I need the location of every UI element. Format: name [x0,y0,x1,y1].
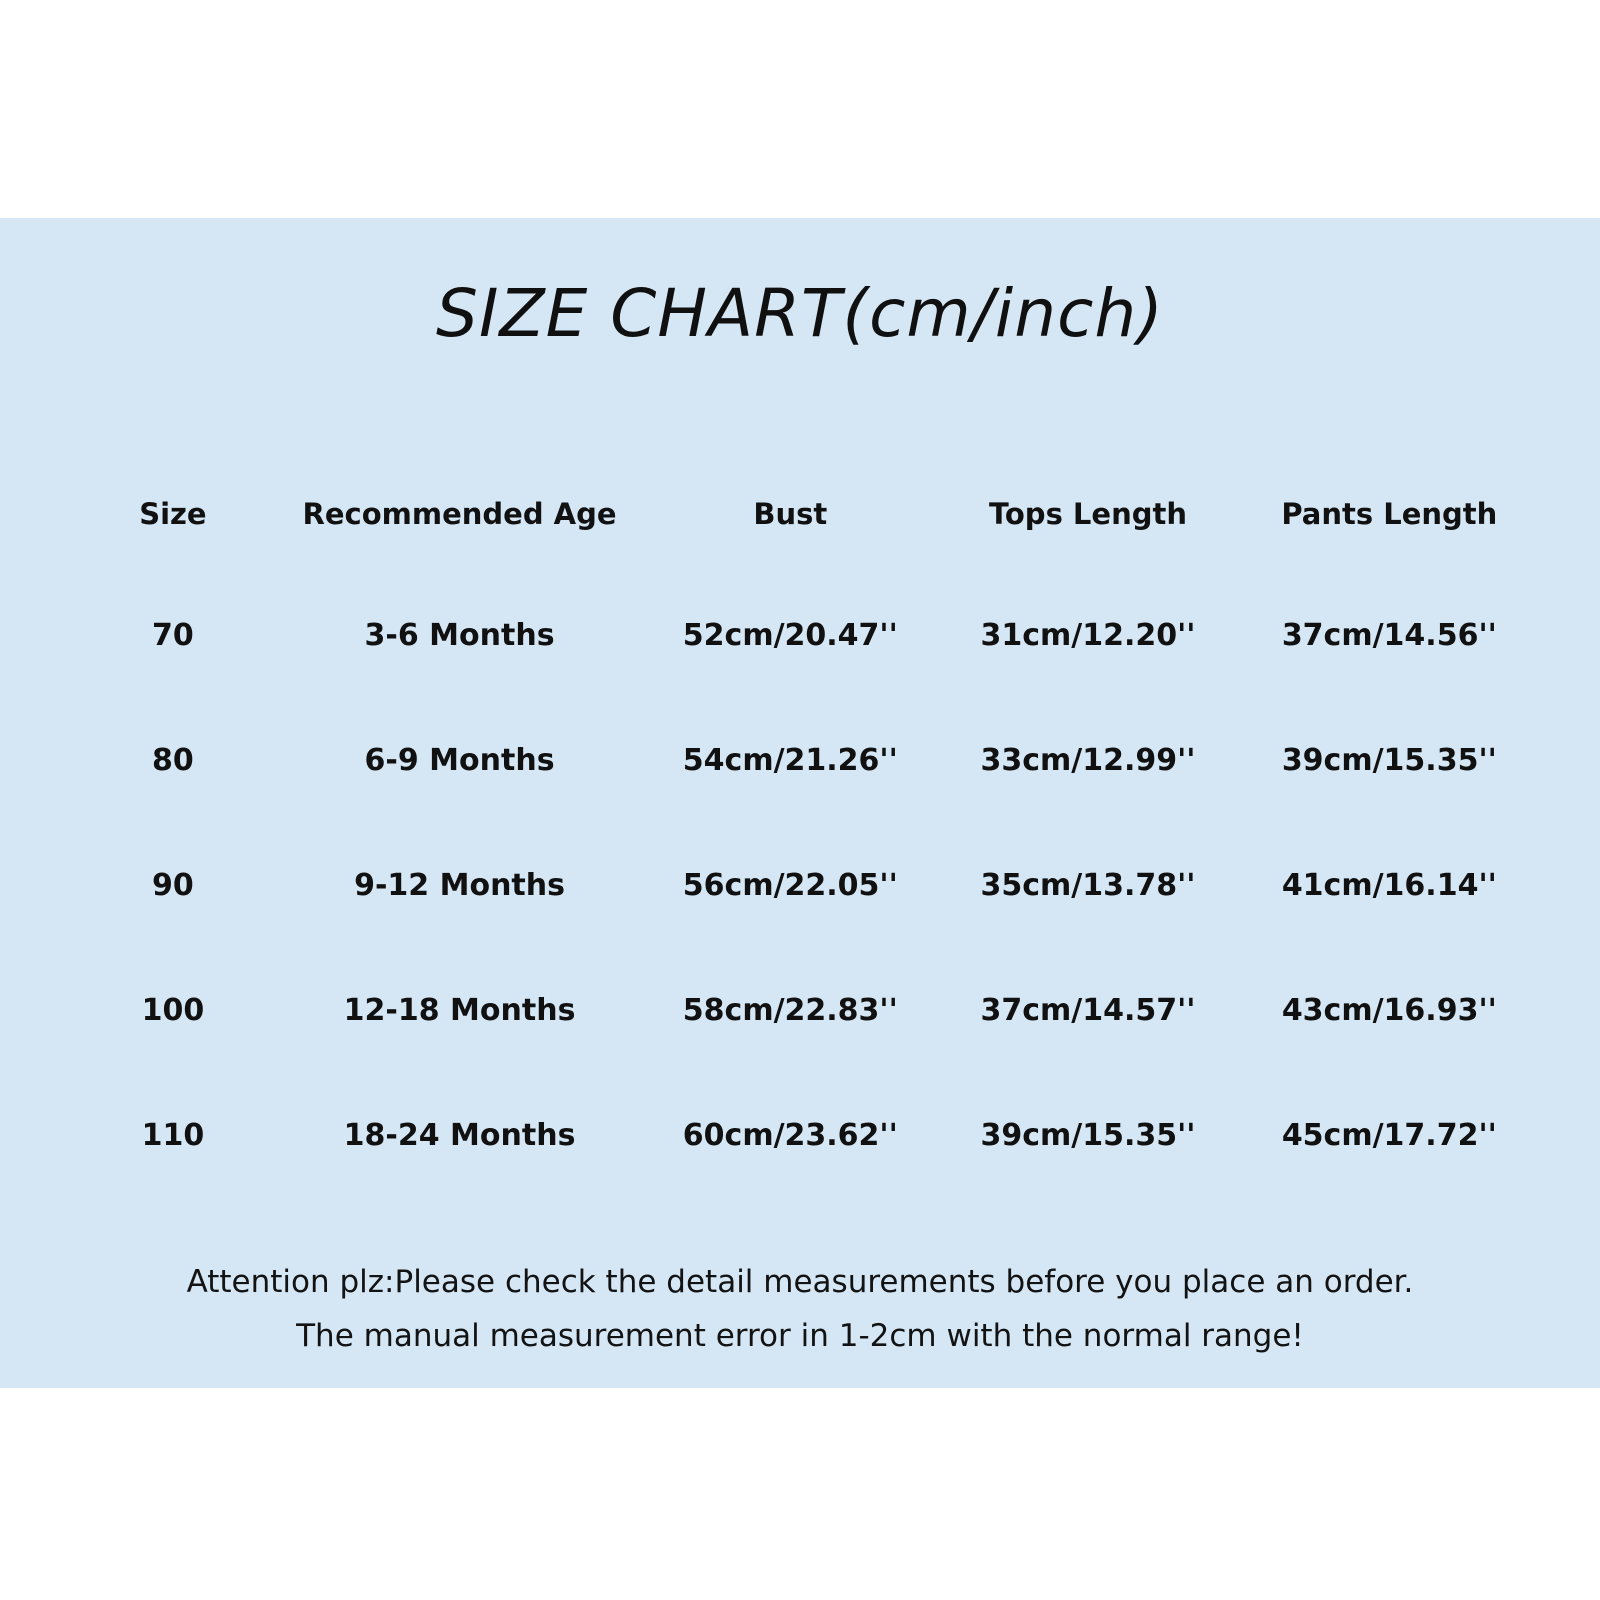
cell-tops-length: 39cm/15.35'' [980,1118,1196,1153]
cell-age: 12-18 Months [343,993,576,1028]
column-header-pants-length: Pants Length [1281,497,1498,531]
table-body [70,573,1540,1198]
cell-size: 100 [141,993,205,1028]
attention-note-line-1: Attention plz:Please check the detail measurements before you place an order. [186,1264,1414,1300]
cell-size: 80 [152,743,194,778]
cell-pants-length: 43cm/16.93'' [1281,993,1497,1028]
cell-tops-length: 33cm/12.99'' [980,743,1196,778]
column-header-tops-length: Tops Length [988,497,1187,531]
column-header-bust: Bust [753,497,828,531]
column-header-recommended-age: Recommended Age [302,497,617,531]
table-row [70,573,1540,698]
table-header [70,455,1540,573]
attention-note-line-2: The manual measurement error in 1-2cm with the normal range! [296,1318,1304,1354]
chart-title: SIZE CHART(cm/inch) [436,275,1164,352]
cell-size: 110 [141,1118,205,1153]
table-row [70,1073,1540,1198]
cell-age: 9-12 Months [354,868,565,903]
table-header-row [70,455,1540,573]
table-row [70,698,1540,823]
table-row [70,823,1540,948]
cell-bust: 58cm/22.83'' [682,993,898,1028]
attention-note [0,1255,1600,1363]
cell-size: 90 [152,868,194,903]
cell-pants-length: 45cm/17.72'' [1281,1118,1497,1153]
cell-age: 3-6 Months [364,618,555,653]
cell-bust: 52cm/20.47'' [682,618,898,653]
cell-bust: 60cm/23.62'' [682,1118,898,1153]
cell-age: 6-9 Months [364,743,555,778]
cell-pants-length: 37cm/14.56'' [1281,618,1497,653]
cell-tops-length: 31cm/12.20'' [980,618,1196,653]
cell-bust: 54cm/21.26'' [682,743,898,778]
cell-pants-length: 39cm/15.35'' [1281,743,1497,778]
table-row [70,948,1540,1073]
cell-size: 70 [152,618,194,653]
cell-tops-length: 35cm/13.78'' [980,868,1196,903]
column-header-size: Size [139,497,207,531]
cell-age: 18-24 Months [343,1118,576,1153]
cell-pants-length: 41cm/16.14'' [1281,868,1497,903]
cell-tops-length: 37cm/14.57'' [980,993,1196,1028]
cell-bust: 56cm/22.05'' [682,868,898,903]
size-chart-table [70,455,1540,1198]
